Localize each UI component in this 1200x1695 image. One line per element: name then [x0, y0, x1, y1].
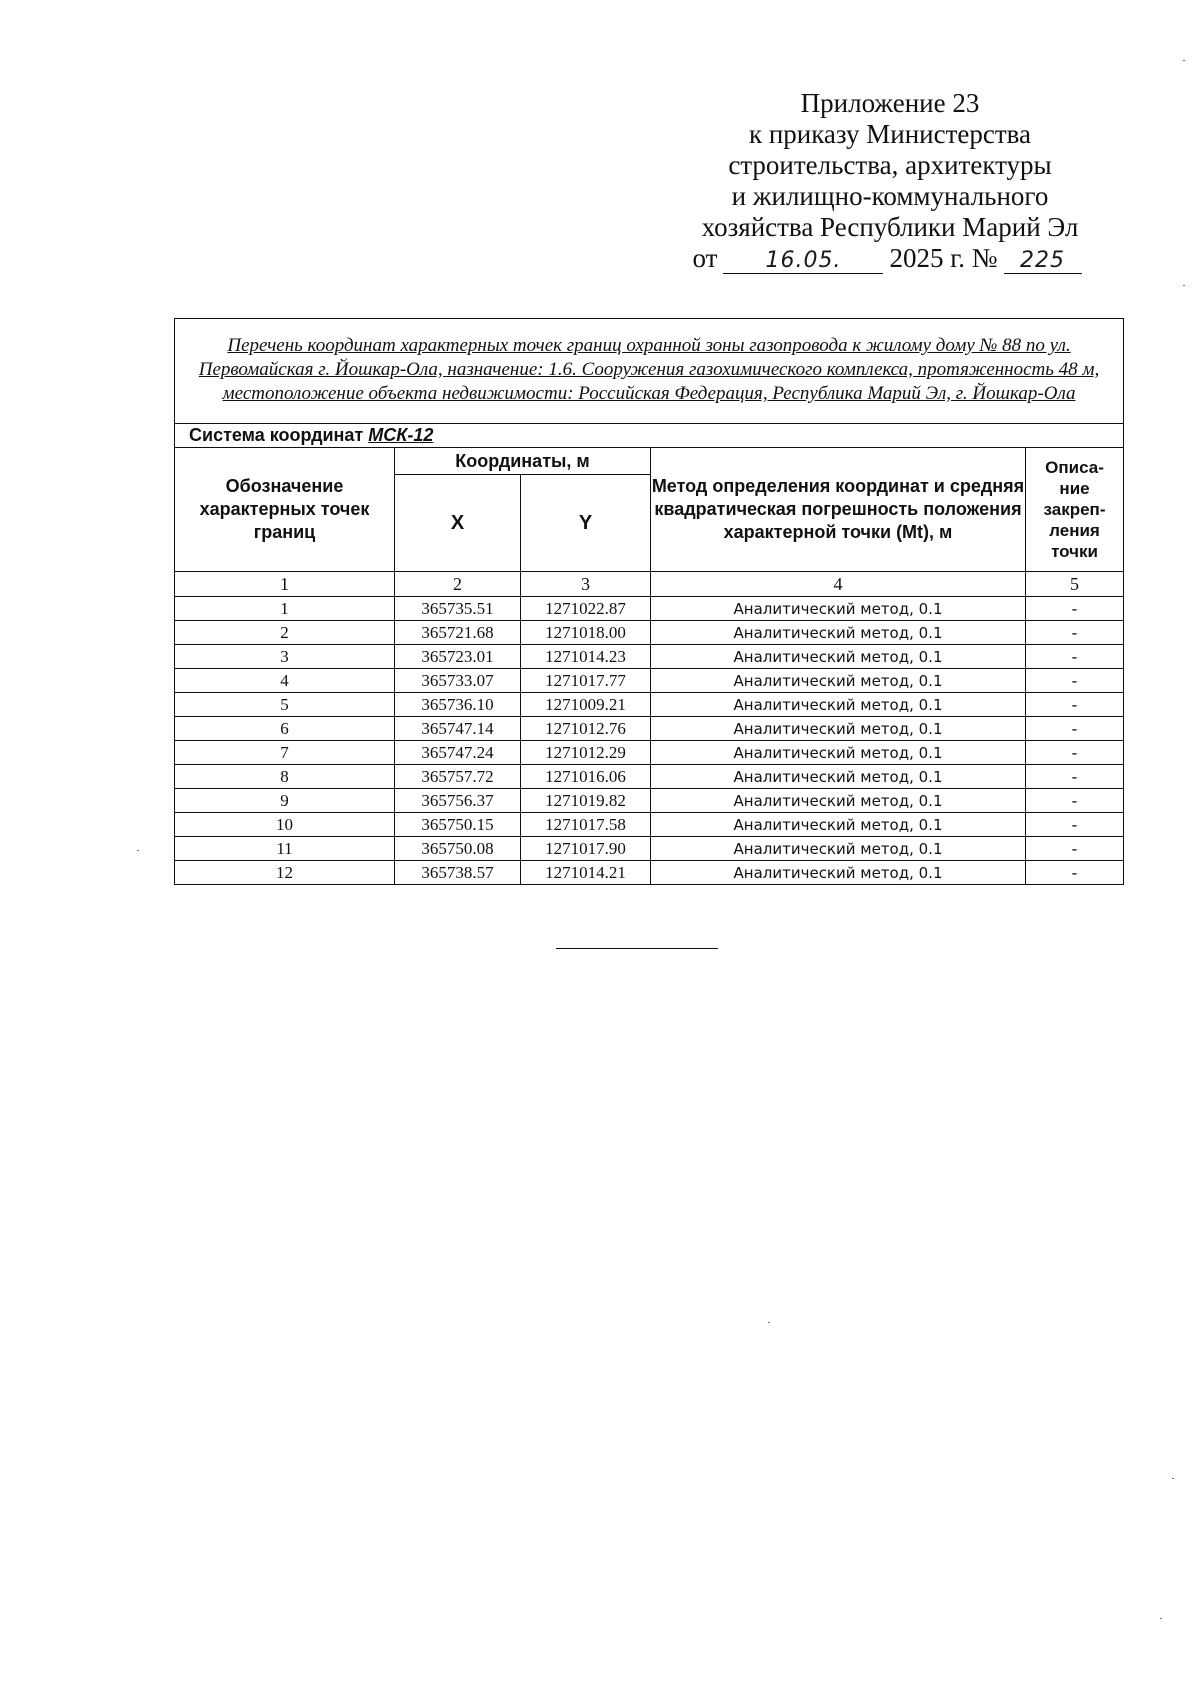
column-number: 1 [175, 572, 395, 597]
x-cell: 365750.08 [395, 837, 521, 861]
date-line [660, 243, 1120, 274]
method-cell: Аналитический метод, 0.1 [651, 741, 1026, 765]
table-body [175, 597, 1124, 885]
header-line: Приложение 23 [800, 88, 980, 118]
date-field [723, 246, 883, 274]
y-cell: 1271017.90 [521, 837, 651, 861]
column-number: 3 [521, 572, 651, 597]
point-cell: 2 [175, 621, 395, 645]
table-row [175, 837, 1124, 861]
y-cell: 1271014.23 [521, 645, 651, 669]
x-cell: 365735.51 [395, 597, 521, 621]
header-line: строительства, архитектуры [728, 150, 1052, 180]
table-row [175, 669, 1124, 693]
x-cell: 365757.72 [395, 765, 521, 789]
description-cell: - [1026, 741, 1124, 765]
method-cell: Аналитический метод, 0.1 [651, 669, 1026, 693]
description-cell: - [1026, 717, 1124, 741]
order-number-field [1004, 246, 1082, 274]
description-cell: - [1026, 693, 1124, 717]
appendix-header [660, 88, 1120, 274]
point-cell: 10 [175, 813, 395, 837]
header-line: хозяйства Республики Марий Эл [701, 212, 1079, 242]
header-description-line: точки [1051, 542, 1098, 561]
table-row [175, 597, 1124, 621]
header-description-line: ние [1059, 479, 1090, 498]
x-cell: 365747.14 [395, 717, 521, 741]
handwritten-number: 225 [1020, 248, 1065, 273]
description-cell: - [1026, 669, 1124, 693]
method-cell: Аналитический метод, 0.1 [651, 813, 1026, 837]
date-prefix: от [692, 243, 718, 273]
table-row [175, 621, 1124, 645]
point-cell: 1 [175, 597, 395, 621]
column-number: 5 [1026, 572, 1124, 597]
table-row [175, 717, 1124, 741]
header-line: к приказу Министерства [748, 119, 1032, 149]
point-cell: 6 [175, 717, 395, 741]
point-cell: 11 [175, 837, 395, 861]
y-cell: 1271017.58 [521, 813, 651, 837]
point-cell: 12 [175, 861, 395, 885]
y-cell: 1271009.21 [521, 693, 651, 717]
x-cell: 365747.24 [395, 741, 521, 765]
y-cell: 1271017.77 [521, 669, 651, 693]
point-cell: 5 [175, 693, 395, 717]
point-cell: 7 [175, 741, 395, 765]
coordinate-system-label: Система координат [189, 425, 364, 445]
x-cell: 365723.01 [395, 645, 521, 669]
scan-speck [1183, 60, 1185, 61]
method-cell: Аналитический метод, 0.1 [651, 837, 1026, 861]
method-cell: Аналитический метод, 0.1 [651, 597, 1026, 621]
description-cell: - [1026, 813, 1124, 837]
header-point: Обозначение характерных точек границ [175, 448, 395, 572]
year-number-label: 2025 г. № [889, 243, 998, 273]
point-cell: 9 [175, 789, 395, 813]
column-number: 2 [395, 572, 521, 597]
x-cell: 365738.57 [395, 861, 521, 885]
column-number: 4 [651, 572, 1026, 597]
scan-speck [1172, 1478, 1174, 1479]
method-cell: Аналитический метод, 0.1 [651, 861, 1026, 885]
description-cell: - [1026, 597, 1124, 621]
coordinates-table [174, 318, 1124, 885]
header-description-line: Описа- [1045, 458, 1104, 477]
header-coordinates: Координаты, м [395, 448, 651, 475]
description-cell: - [1026, 645, 1124, 669]
table-caption: Перечень координат характерных точек границ охранной зоны газопровода к жилому дому № 88 по ул. Первомайская г. Йошкар-Ола, назначение: 1.6. Сооружения газохимического комплекса, протяженность 48 м, местоположение объекта недвижимости: Российская Федерация, Республика Марий Эл, г. Йошкар-Ола [175, 319, 1124, 424]
header-y: Y [521, 475, 651, 572]
scan-speck [1183, 285, 1185, 286]
method-cell: Аналитический метод, 0.1 [651, 789, 1026, 813]
table-row [175, 693, 1124, 717]
method-cell: Аналитический метод, 0.1 [651, 717, 1026, 741]
y-cell: 1271019.82 [521, 789, 651, 813]
header-description-line: ления [1049, 521, 1100, 540]
y-cell: 1271012.29 [521, 741, 651, 765]
table-row [175, 861, 1124, 885]
method-cell: Аналитический метод, 0.1 [651, 765, 1026, 789]
point-cell: 4 [175, 669, 395, 693]
description-cell: - [1026, 789, 1124, 813]
header-description-line: закреп- [1043, 500, 1106, 519]
y-cell: 1271014.21 [521, 861, 651, 885]
header-line: и жилищно-коммунального [731, 181, 1049, 211]
scan-speck [1160, 1618, 1162, 1619]
x-cell: 365736.10 [395, 693, 521, 717]
header-x: X [395, 475, 521, 572]
x-cell: 365756.37 [395, 789, 521, 813]
table-row [175, 645, 1124, 669]
handwritten-date: 16.05. [765, 248, 842, 273]
description-cell: - [1026, 837, 1124, 861]
header-method: Метод определения координат и средняя квадратическая погрешность положения характерной точки (Mt), м [651, 448, 1026, 572]
y-cell: 1271022.87 [521, 597, 651, 621]
method-cell: Аналитический метод, 0.1 [651, 621, 1026, 645]
description-cell: - [1026, 861, 1124, 885]
table-row [175, 813, 1124, 837]
column-number-row [175, 572, 1124, 597]
point-cell: 8 [175, 765, 395, 789]
description-cell: - [1026, 621, 1124, 645]
x-cell: 365721.68 [395, 621, 521, 645]
point-cell: 3 [175, 645, 395, 669]
end-rule [556, 948, 718, 949]
scan-speck [137, 850, 139, 851]
y-cell: 1271012.76 [521, 717, 651, 741]
method-cell: Аналитический метод, 0.1 [651, 645, 1026, 669]
table-row [175, 765, 1124, 789]
y-cell: 1271018.00 [521, 621, 651, 645]
table-row [175, 741, 1124, 765]
method-cell: Аналитический метод, 0.1 [651, 693, 1026, 717]
scan-speck [768, 1322, 770, 1323]
y-cell: 1271016.06 [521, 765, 651, 789]
header-description [1026, 448, 1124, 572]
x-cell: 365750.15 [395, 813, 521, 837]
coordinate-system-value: МСК-12 [368, 425, 434, 445]
x-cell: 365733.07 [395, 669, 521, 693]
table-row [175, 789, 1124, 813]
coordinate-system [175, 424, 1124, 448]
description-cell: - [1026, 765, 1124, 789]
